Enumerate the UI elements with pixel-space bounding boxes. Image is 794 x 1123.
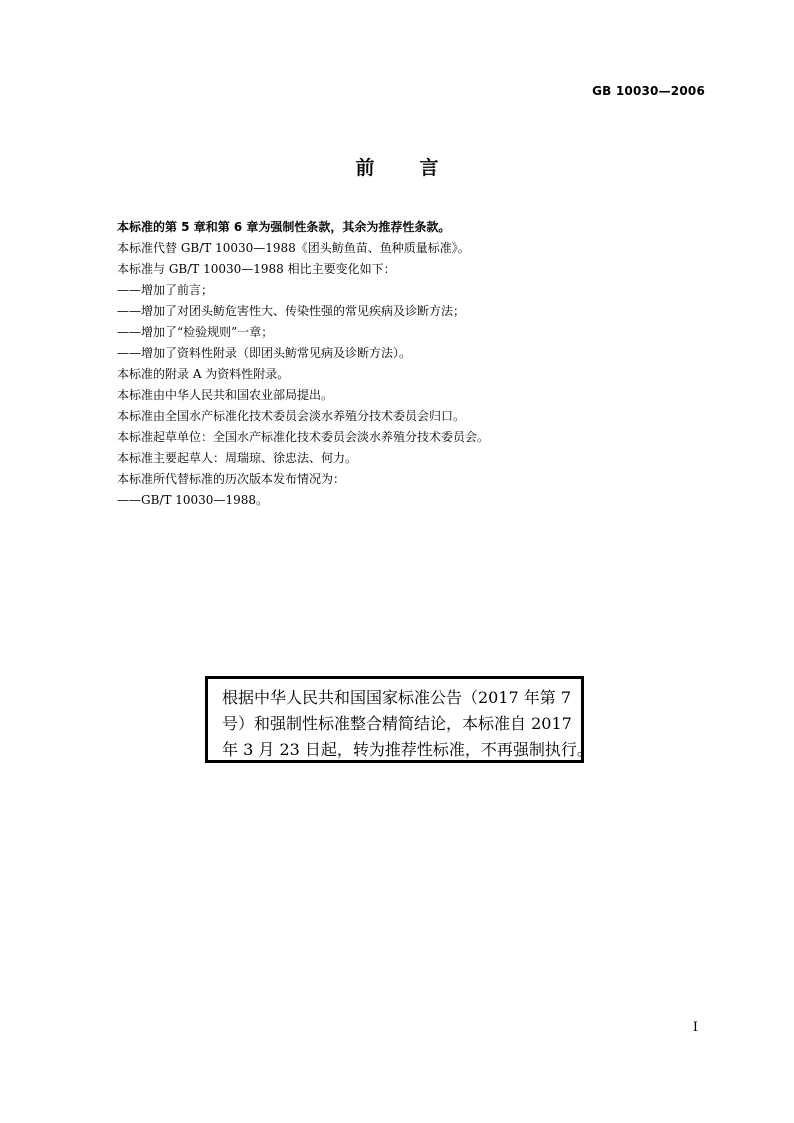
foreword-line: ——GB/T 10030—1988。 <box>117 493 268 507</box>
notice-line: 号）和强制性标准整合精简结论，本标准自 2017 <box>222 714 572 733</box>
foreword-body <box>117 217 717 511</box>
foreword-line: 本标准代替 GB/T 10030—1988《团头鲂鱼苗、鱼种质量标准》。 <box>117 241 470 255</box>
foreword-line: 本标准的第 5 章和第 6 章为强制性条款，其余为推荐性条款。 <box>117 220 451 234</box>
page-number: I <box>692 1020 698 1035</box>
foreword-line: ——增加了资料性附录（即团头鲂常见病及诊断方法）。 <box>117 346 412 360</box>
foreword-line: ——增加了对团头鲂危害性大、传染性强的常见疾病及诊断方法； <box>117 304 466 318</box>
foreword-line: 本标准起草单位：全国水产标准化技术委员会淡水养殖分技术委员会。 <box>117 430 490 444</box>
page-title: 前言 <box>355 157 484 179</box>
foreword-line: 本标准主要起草人：周瑞琼、徐忠法、何力。 <box>117 451 358 465</box>
foreword-line: 本标准的附录 A 为资料性附录。 <box>117 367 290 381</box>
notice-line: 根据中华人民共和国国家标准公告（2017 年第 7 <box>222 688 572 707</box>
foreword-line: 本标准由中华人民共和国农业部局提出。 <box>117 388 334 402</box>
foreword-line: ——增加了前言； <box>117 283 214 297</box>
foreword-line: 本标准与 GB/T 10030—1988 相比主要变化如下： <box>117 262 396 276</box>
notice-line: 年 3 月 23 日起，转为推荐性标准，不再强制执行。 <box>222 740 593 759</box>
foreword-line: ——增加了“检验规则”一章； <box>117 325 274 339</box>
status-notice-box <box>205 676 593 763</box>
foreword-line: 本标准由全国水产标准化技术委员会淡水养殖分技术委员会归口。 <box>117 409 466 423</box>
standard-code: GB 10030—2006 <box>592 84 705 98</box>
foreword-line: 本标准所代替标准的历次版本发布情况为： <box>117 472 346 486</box>
